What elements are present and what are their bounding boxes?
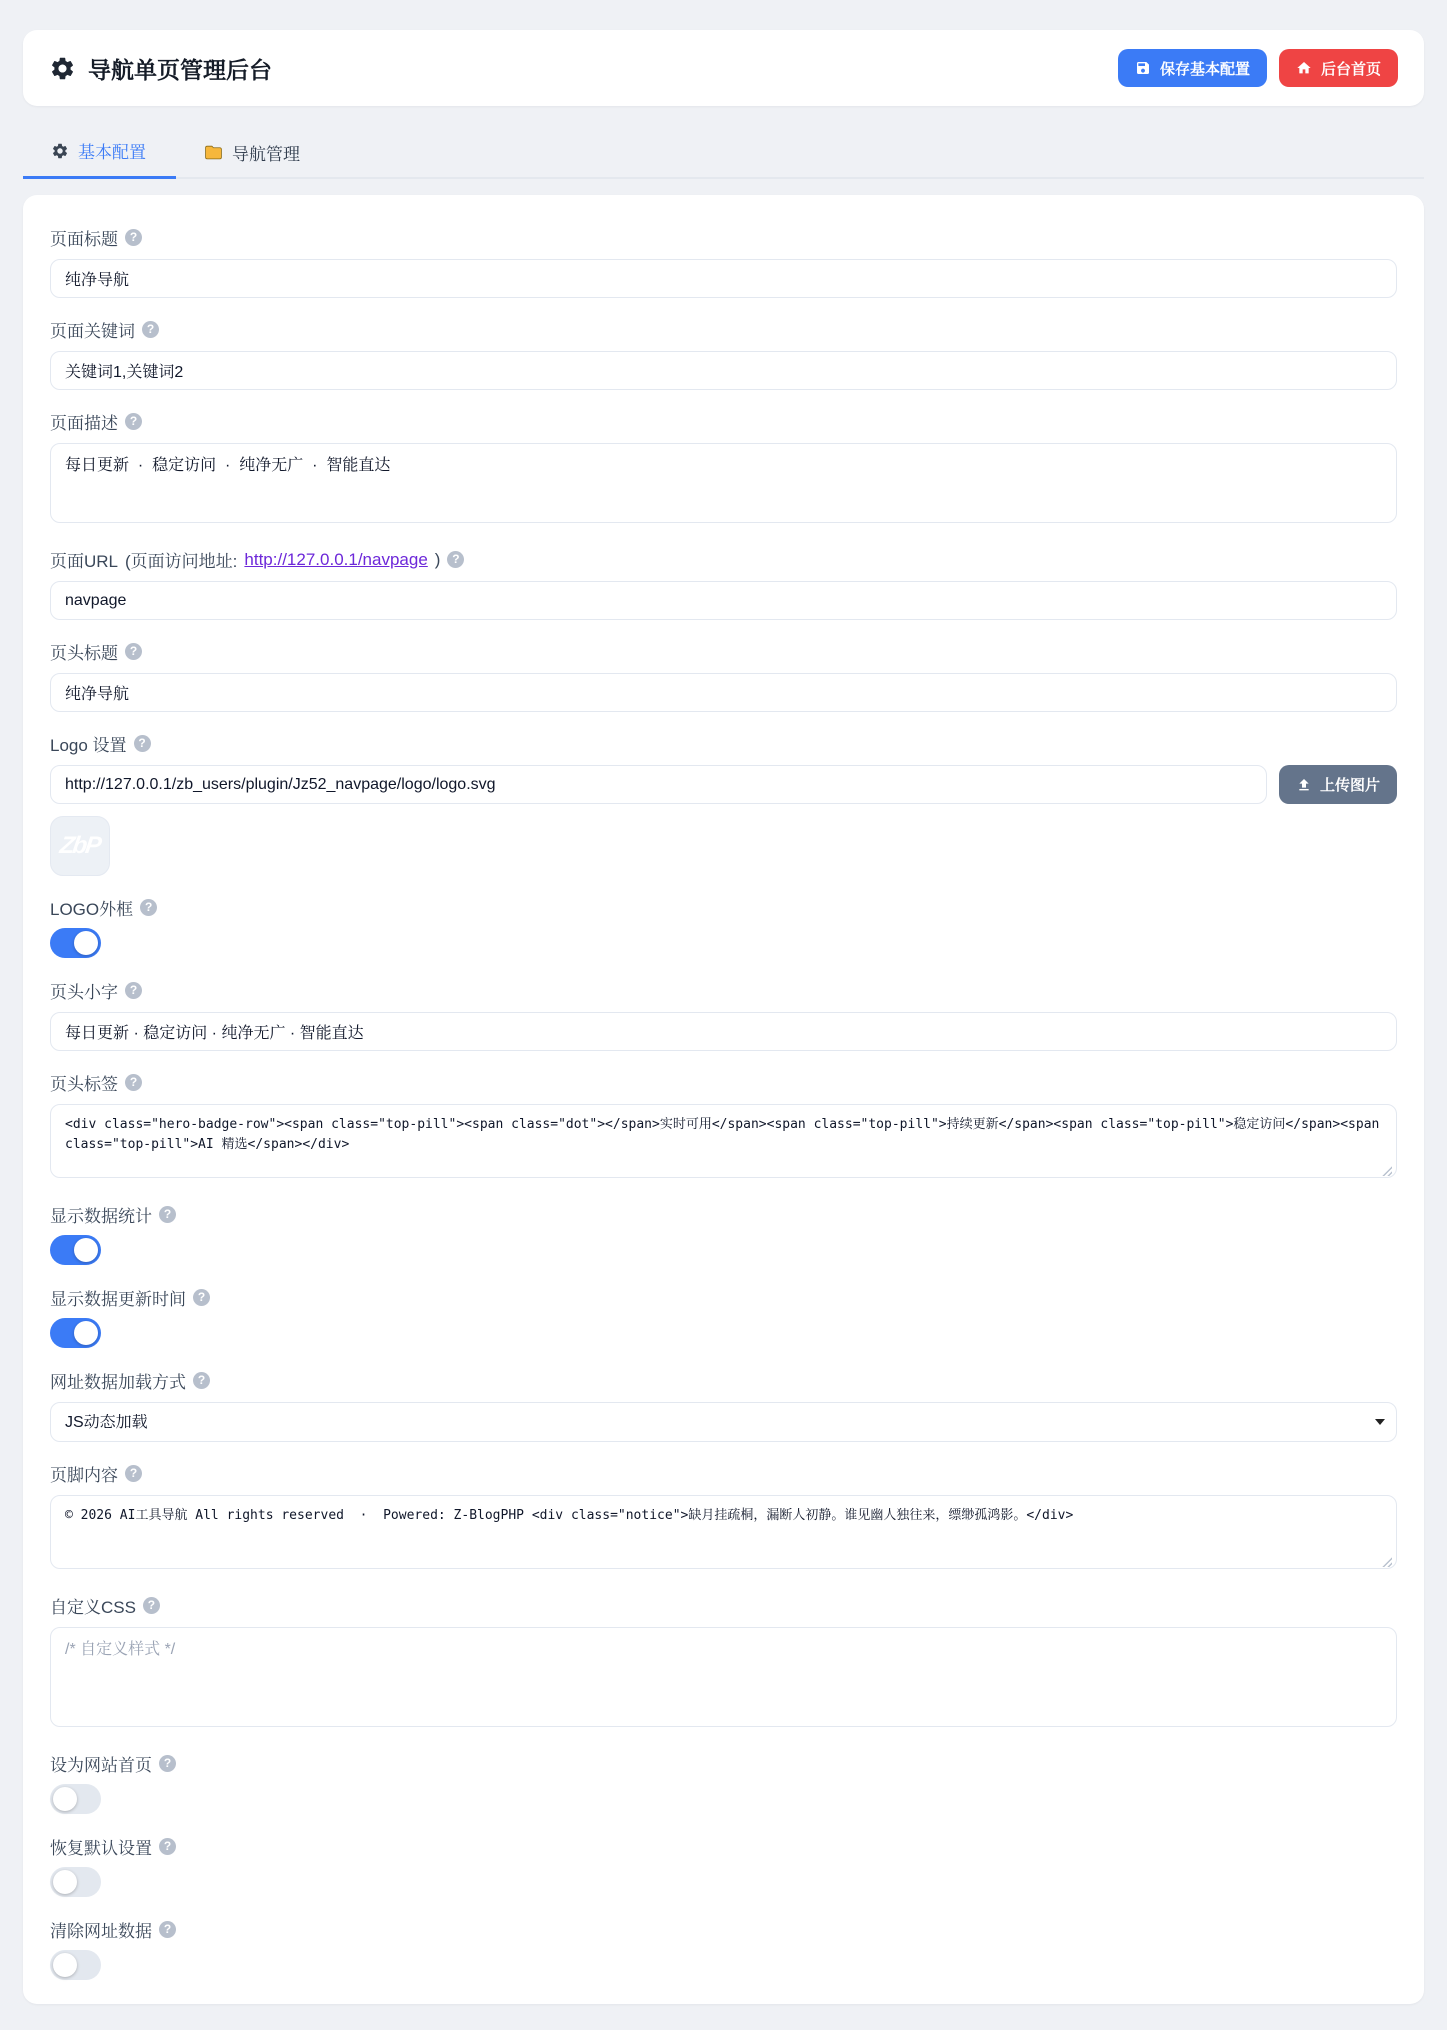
show-stats-toggle[interactable] <box>50 1235 101 1265</box>
field-logo-frame <box>50 895 1397 958</box>
restore-defaults-label: 恢复默认设置 <box>50 1839 152 1858</box>
page-title-label: 页面标题 <box>50 230 118 249</box>
help-icon[interactable]: ? <box>125 982 142 999</box>
show-update-time-toggle[interactable] <box>50 1318 101 1348</box>
field-header-subtext <box>50 978 1397 1051</box>
page-url-input[interactable] <box>50 581 1397 620</box>
help-icon[interactable]: ? <box>143 1597 160 1614</box>
header-tags-textarea[interactable] <box>50 1104 1397 1178</box>
save-config-button[interactable] <box>1118 49 1267 87</box>
page-title-input[interactable] <box>50 259 1397 298</box>
help-icon[interactable]: ? <box>159 1838 176 1855</box>
help-icon[interactable]: ? <box>125 643 142 660</box>
help-icon[interactable]: ? <box>193 1289 210 1306</box>
backend-home-button[interactable] <box>1279 49 1398 87</box>
custom-css-textarea[interactable] <box>50 1627 1397 1727</box>
field-restore-defaults <box>50 1834 1397 1897</box>
header-subtext-input[interactable] <box>50 1012 1397 1051</box>
home-icon <box>1296 60 1312 76</box>
field-header-tags <box>50 1070 1397 1183</box>
upload-icon <box>1296 777 1312 793</box>
field-show-stats <box>50 1202 1397 1265</box>
description-label: 页面描述 <box>50 414 118 433</box>
basic-config-panel <box>23 195 1424 2004</box>
field-footer-content <box>50 1461 1397 1574</box>
field-page-title <box>50 225 1397 298</box>
tab-bar <box>23 128 1424 179</box>
set-homepage-label: 设为网站首页 <box>50 1756 152 1775</box>
header-tags-label: 页头标签 <box>50 1075 118 1094</box>
help-icon[interactable]: ? <box>193 1372 210 1389</box>
header-bar <box>23 30 1424 106</box>
keywords-label: 页面关键词 <box>50 322 135 341</box>
header-title-input[interactable] <box>50 673 1397 712</box>
help-icon[interactable]: ? <box>125 229 142 246</box>
help-icon[interactable]: ? <box>134 735 151 752</box>
tab-nav-management[interactable] <box>176 128 330 179</box>
logo-frame-label: LOGO外框 <box>50 900 134 919</box>
logo-url-input[interactable] <box>50 765 1267 804</box>
gear-icon <box>49 55 76 82</box>
backend-home-label: 后台首页 <box>1320 60 1381 78</box>
folder-icon <box>204 143 223 162</box>
show-stats-label: 显示数据统计 <box>50 1207 152 1226</box>
logo-glyph: ZbP <box>58 832 102 859</box>
tab-basic-config[interactable] <box>23 128 176 179</box>
help-icon[interactable]: ? <box>125 1074 142 1091</box>
load-mode-select-wrap <box>50 1402 1397 1442</box>
gear-icon <box>51 142 69 160</box>
header-subtext-label: 页头小字 <box>50 983 118 1002</box>
help-icon[interactable]: ? <box>125 1465 142 1482</box>
keywords-input[interactable] <box>50 351 1397 390</box>
load-mode-label: 网址数据加载方式 <box>50 1373 186 1392</box>
custom-css-label: 自定义CSS <box>50 1598 136 1617</box>
header-title-label: 页头标题 <box>50 644 118 663</box>
help-icon[interactable]: ? <box>125 413 142 430</box>
logo-preview <box>50 816 110 876</box>
page-url-hint: (页面访问地址: <box>125 552 238 571</box>
help-icon[interactable]: ? <box>159 1921 176 1938</box>
upload-image-label: 上传图片 <box>1319 777 1380 794</box>
description-textarea[interactable] <box>50 443 1397 523</box>
footer-content-label: 页脚内容 <box>50 1466 118 1485</box>
help-icon[interactable]: ? <box>140 899 157 916</box>
field-custom-css <box>50 1593 1397 1732</box>
tab-basic-config-label: 基本配置 <box>78 143 146 162</box>
field-logo <box>50 731 1397 876</box>
help-icon[interactable]: ? <box>159 1755 176 1772</box>
page-url-label: 页面URL <box>50 552 119 571</box>
page-url-link[interactable]: http://127.0.0.1/navpage <box>244 549 428 569</box>
field-header-title <box>50 639 1397 712</box>
set-homepage-toggle[interactable] <box>50 1784 101 1814</box>
logo-label: Logo 设置 <box>50 736 127 755</box>
field-show-update-time <box>50 1285 1397 1348</box>
page-title: 导航单页管理后台 <box>88 56 272 83</box>
field-page-url <box>50 547 1397 620</box>
load-mode-select[interactable] <box>50 1402 1397 1442</box>
field-keywords <box>50 317 1397 390</box>
footer-content-textarea[interactable] <box>50 1495 1397 1569</box>
save-icon <box>1135 60 1151 76</box>
field-description <box>50 409 1397 528</box>
clear-data-toggle[interactable] <box>50 1950 101 1980</box>
logo-frame-toggle[interactable] <box>50 928 101 958</box>
save-config-label: 保存基本配置 <box>1159 60 1250 78</box>
field-clear-data <box>50 1917 1397 1980</box>
restore-defaults-toggle[interactable] <box>50 1867 101 1897</box>
help-icon[interactable]: ? <box>142 321 159 338</box>
show-update-time-label: 显示数据更新时间 <box>50 1290 186 1309</box>
help-icon[interactable]: ? <box>447 551 464 568</box>
help-icon[interactable]: ? <box>159 1206 176 1223</box>
field-load-mode <box>50 1368 1397 1442</box>
field-set-homepage <box>50 1751 1397 1814</box>
upload-image-button[interactable] <box>1279 765 1397 804</box>
clear-data-label: 清除网址数据 <box>50 1922 152 1941</box>
page-url-hint-close: ) <box>434 549 441 569</box>
tab-nav-management-label: 导航管理 <box>232 144 300 164</box>
